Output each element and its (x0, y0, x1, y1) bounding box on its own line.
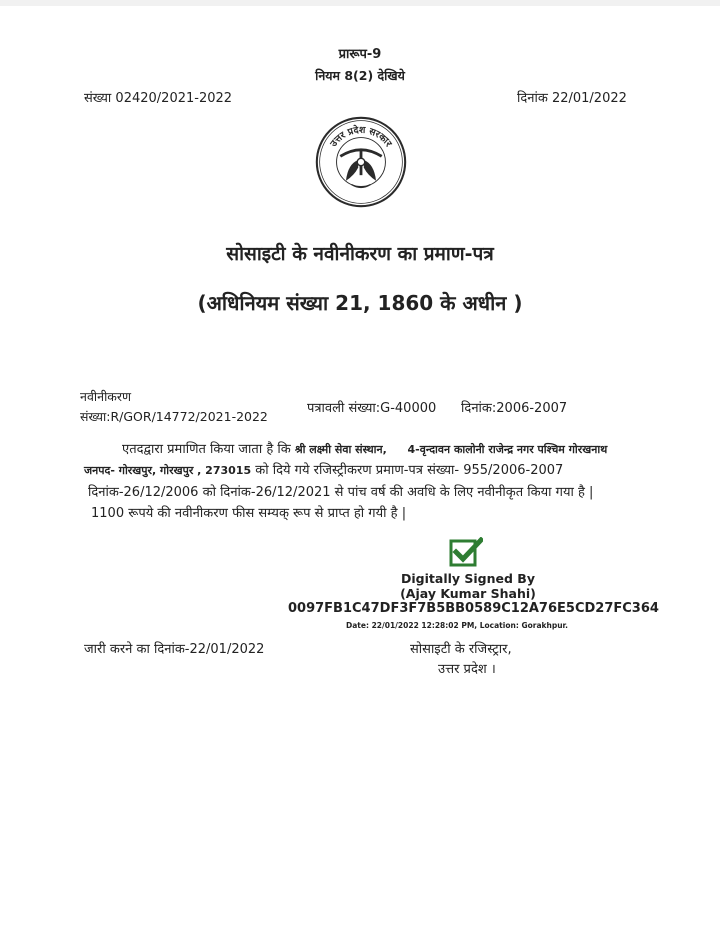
body-line-3: दिनांक-26/12/2006 को दिनांक-26/12/2021 से पांच वर्ष की अवधि के लिए नवीनीकृत किया गया है | (88, 485, 594, 500)
body-line-1 (122, 439, 607, 457)
document-number: संख्या 02420/2021-2022 (84, 91, 233, 106)
signature-valid-check-icon (449, 537, 483, 567)
file-number: पत्रावली संख्या:G-40000 दिनांक:2006-2007 (307, 401, 568, 416)
renewal-label: नवीनीकरण (80, 389, 132, 404)
registration-text: को दिये गये रजिस्ट्रीकरण प्रमाण-पत्र संख्या- 955/2006-2007 (255, 463, 564, 478)
rule-reference: नियम 8(2) देखिये (315, 68, 405, 83)
body-line-4: 1100 रूपये की नवीनीकरण फीस सम्यक् रूप से प्राप्त हो गयी है | (91, 506, 407, 521)
document-date: दिनांक 22/01/2022 (517, 91, 627, 106)
digitally-signed-label: Digitally Signed By (401, 571, 535, 586)
body-line-2 (84, 460, 563, 478)
certificate-subtitle: (अधिनियम संख्या 21, 1860 के अधीन ) (197, 291, 523, 315)
registrar-state: उत्तर प्रदेश । (438, 662, 496, 677)
certify-text: एतदद्वारा प्रमाणित किया जाता है कि (122, 442, 295, 457)
society-address: 4-वृन्दावन कालोनी राजेन्द्र नगर पश्चिम गोरखनाथ (407, 443, 608, 456)
renewal-number: संख्या:R/GOR/14772/2021-2022 (80, 409, 268, 424)
society-district: जनपद- गोरखपुर, गोरखपुर , 273015 (84, 464, 252, 477)
svg-text:उत्तर प्रदेश सरकार: उत्तर प्रदेश सरकार (328, 124, 394, 150)
signer-name: (Ajay Kumar Shahi) (400, 586, 536, 601)
certificate-title: सोसाइटी के नवीनीकरण का प्रमाण-पत्र (226, 243, 494, 265)
page-top-shade (0, 0, 720, 6)
state-emblem-icon (314, 115, 408, 209)
registrar-title: सोसाइटी के रजिस्ट्रार, (410, 642, 512, 657)
signature-date-location: Date: 22/01/2022 12:28:02 PM, Location: Gorakhpur. (346, 621, 569, 630)
signature-certificate-id: 0097FB1C47DF3F7B5BB0589C12A76E5CD27FC364 (288, 601, 659, 616)
form-number: प्रारूप-9 (338, 47, 382, 62)
issue-date: जारी करने का दिनांक-22/01/2022 (84, 642, 265, 657)
society-name: श्री लक्ष्मी सेवा संस्थान, (294, 443, 387, 456)
